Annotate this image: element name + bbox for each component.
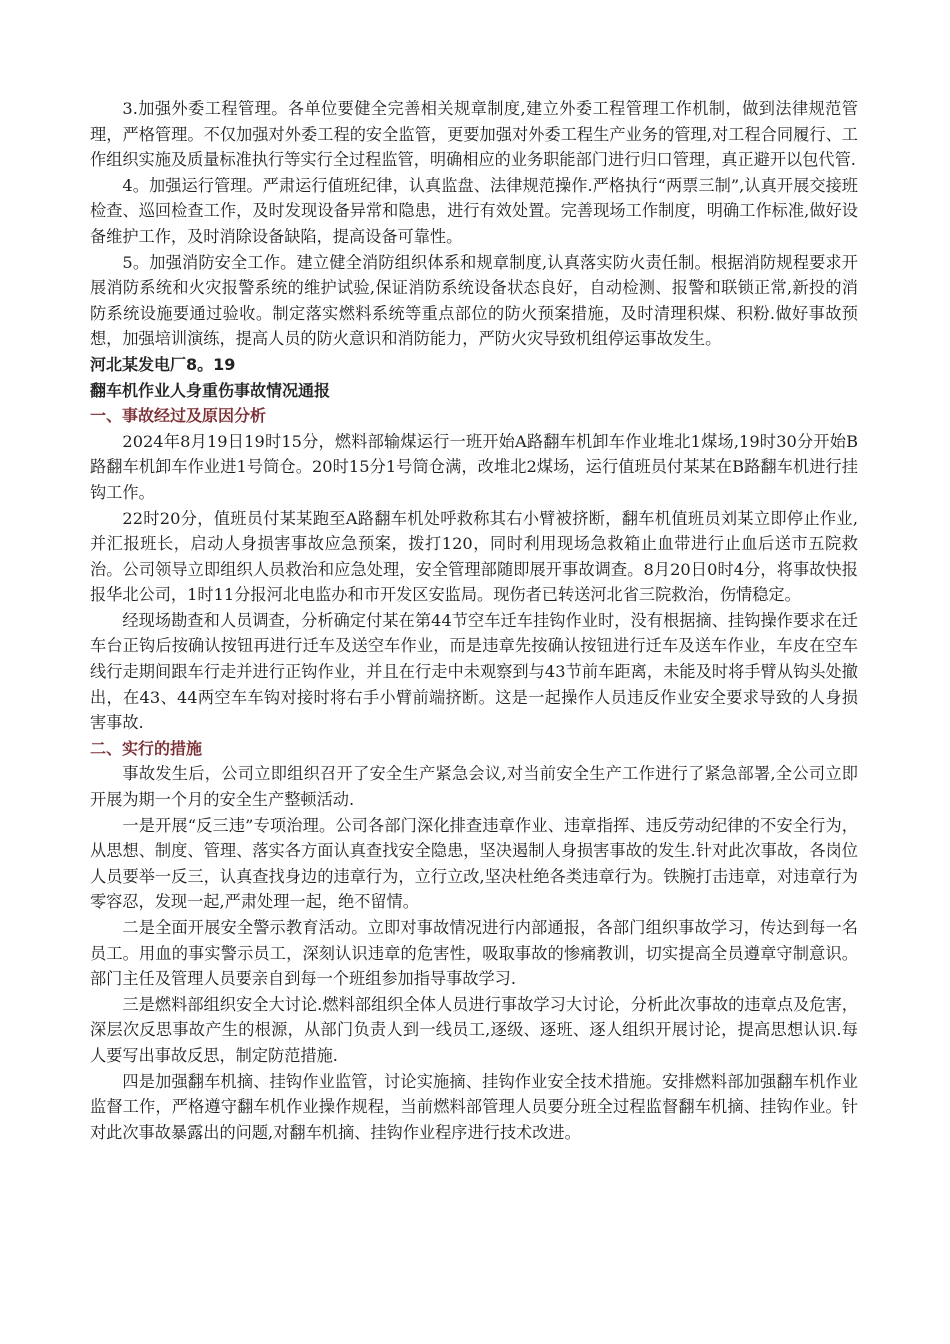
document-page <box>90 96 858 1145</box>
section1-paragraph: 22时20分，值班员付某某跑至A路翻车机处呼救称其右小臂被挤断，翻车机值班员刘某立即停止作业,并汇报班长，启动人身损害事故应急预案，拨打120，同时利用现场急救箱止血带进行止血后送市五院救治。公司领导立即组织人员救治和应急处理，安全管理部随即展开事故调查。8月20日0时4分，将事故快报报华北公司，1时11分报河北电监办和市开发区安监局。现伤者已转送河北省三院救治，伤情稳定。 <box>90 508 858 605</box>
paragraph-fire-safety: 5。加强消防安全工作。建立健全消防组织体系和规章制度,认真落实防火责任制。根据消防规程要求开展消防系统和火灾报警系统的维护试验,保证消防系统设备状态良好，自动检测、报警和联锁正常,新投的消防系统设施要通过验收。制定落实燃料系统等重点部位的防火预案措施，及时清理积煤、积粉.做好事故预想，加强培训演练，提高人员的防火意识和消防能力，严防火灾导致机组停运事故发生。 <box>90 252 858 349</box>
section2-paragraph: 四是加强翻车机摘、挂钩作业监管，讨论实施摘、挂钩作业安全技术措施。安排燃料部加强翻车机作业监督工作，严格遵守翻车机作业操作规程，当前燃料部管理人员要分班全过程监督翻车机摘、挂钩作业。针对此次事故暴露出的问题,对翻车机摘、挂钩作业程序进行技术改进。 <box>90 1071 858 1142</box>
section1-paragraph: 2024年8月19日19时15分，燃料部输煤运行一班开始A路翻车机卸车作业堆北1煤场,19时30分开始B路翻车机卸车作业进1号筒仓。20时15分1号筒仓满，改堆北2煤场，运行值班员付某某在B路翻车机进行挂钩工作。 <box>90 431 858 502</box>
report-title: 翻车机作业人身重伤事故情况通报 <box>90 380 331 400</box>
paragraph-operations: 4。加强运行管理。严肃运行值班纪律，认真监盘、法律规范操作.严格执行“两票三制”,认真开展交接班检查、巡回检查工作，及时发现设备异常和隐患，进行有效处置。完善现场工作制度，明确工作标准,做好设备维护工作，及时消除设备缺陷，提高设备可靠性。 <box>90 175 858 246</box>
org-line: 河北某发电厂8。19 <box>90 354 236 374</box>
section1-heading: 一、事故经过及原因分析 <box>90 406 267 426</box>
section2-paragraph: 事故发生后，公司立即组织召开了安全生产紧急会议,对当前安全生产工作进行了紧急部署,全公司立即开展为期一个月的安全生产整顿活动. <box>90 764 858 810</box>
section2-heading: 二、实行的措施 <box>90 738 203 758</box>
section2-paragraph: 三是燃料部组织安全大讨论.燃料部组织全体人员进行事故学习大讨论，分析此次事故的违章点及危害，深层次反思事故产生的根源，从部门负责人到一线员工,逐级、逐班、逐人组织开展讨论，提高思想认识.每人要写出事故反思，制定防范措施. <box>90 994 858 1065</box>
paragraph-outsourcing: 3.加强外委工程管理。各单位要健全完善相关规章制度,建立外委工程管理工作机制，做到法律规范管理，严格管理。不仅加强对外委工程的安全监管，更要加强对外委工程生产业务的管理,对工程合同履行、工作组织实施及质量标准执行等实行全过程监管，明确相应的业务职能部门进行归口管理，真正避开以包代管. <box>90 99 858 170</box>
section2-paragraph: 二是全面开展安全警示教育活动。立即对事故情况进行内部通报，各部门组织事故学习，传达到每一名员工。用血的事实警示员工，深刻认识违章的危害性，吸取事故的惨痛教训，切实提高全员遵章守制意识。部门主任及管理人员要亲自到每一个班组参加指导事故学习. <box>90 918 858 989</box>
section1-paragraph: 经现场勘查和人员调查，分析确定付某在第44节空车迁车挂钩作业时，没有根据摘、挂钩操作要求在迁车台正钩后按确认按钮再进行迁车及送空车作业，而是违章先按确认按钮进行迁车及送车作业，车皮在空车线行走期间跟车行走并进行正钩作业，并且在行走中未观察到与43节前车距离，未能及时将手臂从钩头处撤出，在43、44两空车车钩对接时将右手小臂前端挤断。这是一起操作人员违反作业安全要求导致的人身损害事故. <box>90 610 858 733</box>
section2-paragraph: 一是开展“反三违”专项治理。公司各部门深化排查违章作业、违章指挥、违反劳动纪律的不安全行为，从思想、制度、管理、落实各方面认真查找安全隐患，坚决遏制人身损害事故的发生.针对此次事故，各岗位人员要举一反三，认真查找身边的违章行为，立行立改,坚决杜绝各类违章行为。铁腕打击违章，对违章行为零容忍，发现一起,严肃处理一起，绝不留情。 <box>90 815 858 912</box>
